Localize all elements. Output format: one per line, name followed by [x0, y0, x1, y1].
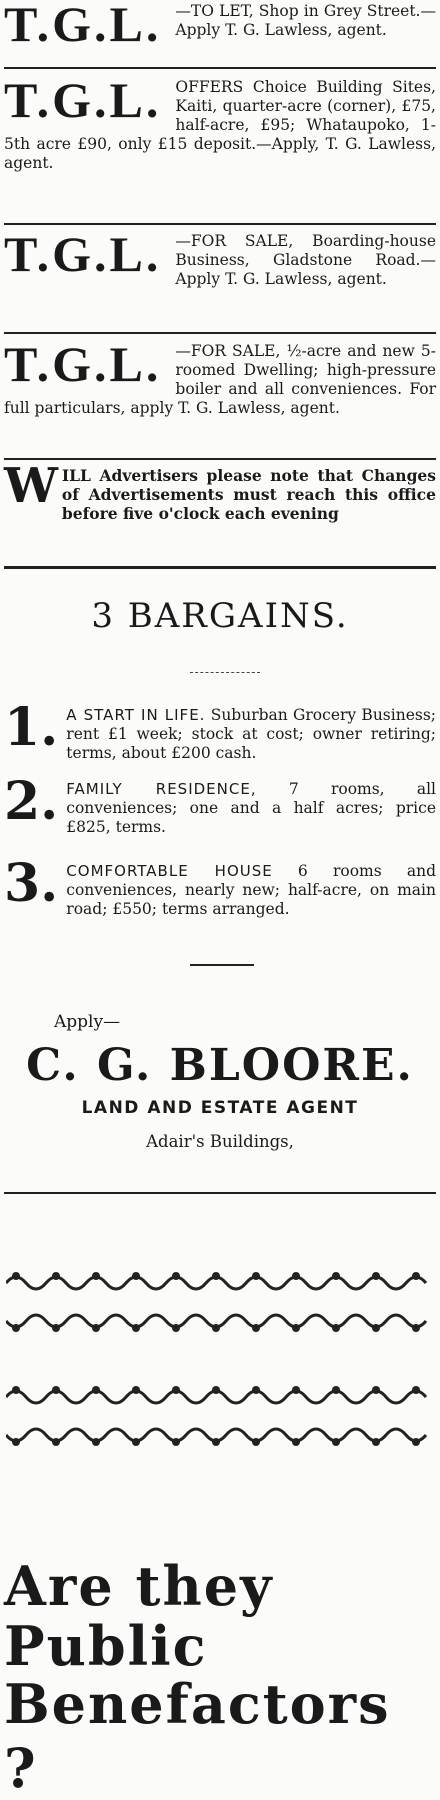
- ornament-border: [6, 1420, 436, 1450]
- ad-text: OFFERS Choice Building Sites, Kaiti, quarter-acre (corner), £75, half-acre, £95; Whataupoko, 1-5th acre £90, only £15 deposit.—Apply, T. G. Lawless, agent.: [4, 78, 436, 172]
- bargain-heading: COMFORTABLE HOUSE: [66, 862, 273, 880]
- divider: [4, 332, 436, 334]
- advertisers-notice: [4, 458, 436, 523]
- bargain-heading: FAMILY RESIDENCE,: [66, 780, 257, 798]
- ad-shop: [4, 0, 436, 52]
- ad-dwelling: [4, 336, 436, 418]
- bargain-item: [4, 853, 436, 919]
- bargain-number: 1.: [4, 697, 59, 758]
- agent-name: C. G. BLOORE.: [26, 1040, 414, 1091]
- bargain-number: 3.: [4, 853, 59, 914]
- bargain-item: [4, 697, 436, 763]
- headline-line-2: Public: [4, 1614, 208, 1678]
- bargain-text: Suburban Grocery Business; rent £1 week; stock at cost; owner retiring; terms, about £200 cash.: [66, 706, 436, 762]
- apply-label: Apply—: [54, 1012, 121, 1032]
- short-rule: [190, 964, 254, 966]
- ad-boarding: [4, 226, 436, 289]
- bargain-heading: A START IN LIFE.: [66, 706, 206, 724]
- ad-text: —FOR SALE, Boarding-house Business, Gladstone Road.—Apply T. G. Lawless, agent.: [175, 232, 436, 288]
- bargains-title: 3 BARGAINS.: [91, 596, 349, 636]
- bargain-item: [4, 771, 436, 837]
- ad-text: —TO LET, Shop in Grey Street.—Apply T. G. Lawless, agent.: [175, 2, 436, 39]
- bargain-text: 6 rooms and conveniences, nearly new; half-acre, on main road; £550; terms arranged.: [66, 862, 436, 918]
- agent-address: Adair's Buildings,: [146, 1132, 294, 1151]
- bargain-number: 2.: [4, 771, 59, 832]
- ad-brand: T.G.L.: [4, 336, 162, 392]
- ad-sites: [4, 72, 436, 173]
- divider: [4, 1192, 436, 1194]
- ad-brand: T.G.L.: [4, 226, 162, 282]
- divider: [4, 458, 436, 460]
- divider: [4, 223, 436, 225]
- ad-text: —FOR SALE, ½-acre and new 5-roomed Dwelling; high-pressure boiler and all conveniences. For full particulars, apply T. G. Lawless, agent.: [4, 342, 436, 417]
- ornament-border: [6, 1268, 436, 1298]
- headline-line-1: Are they: [4, 1554, 274, 1618]
- ornament-border: [6, 1382, 436, 1412]
- ad-brand: T.G.L.: [4, 72, 162, 128]
- notice-dropcap: W: [4, 458, 58, 514]
- headline-line-3: Benefactors ?: [4, 1672, 391, 1800]
- ornament-border: [6, 1306, 436, 1336]
- ad-brand: T.G.L.: [4, 0, 162, 52]
- divider: [4, 566, 436, 569]
- ornament-rule: [190, 672, 260, 673]
- notice-text: ILL Advertisers please note that Changes of Advertisements must reach this office before five o'clock each evening: [61, 466, 436, 523]
- divider: [4, 67, 436, 69]
- agent-title: LAND AND ESTATE AGENT: [81, 1098, 359, 1118]
- bargain-text: 7 rooms, all conveniences; one and a half acres; price £825, terms.: [66, 780, 436, 836]
